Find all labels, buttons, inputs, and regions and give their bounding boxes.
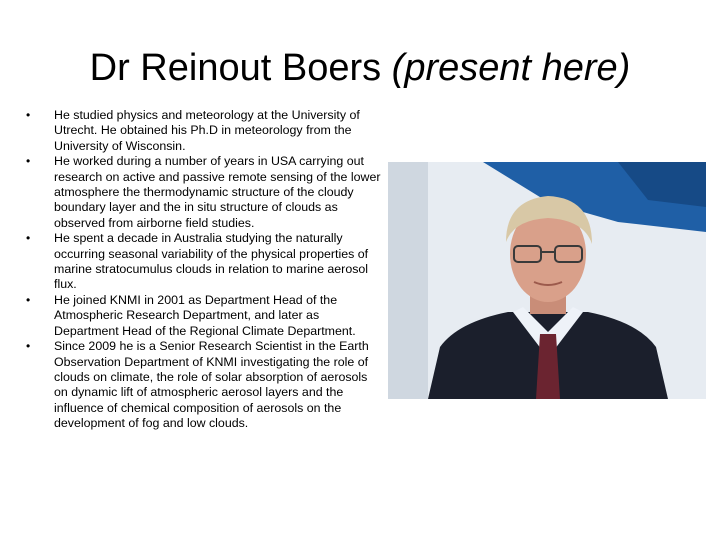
bullet-list (26, 108, 381, 432)
bullet-item (26, 293, 381, 339)
bullet-text: He worked during a number of years in USA carrying out research on active and passive remote sensing of the lower atmosphere the thermodynamic structure of the cloudy boundary layer and the in situ structure of clouds as observed from airborne field studies. (54, 154, 381, 230)
photo-left-wall (388, 162, 428, 399)
bullet-marker: • (26, 231, 31, 246)
portrait-illustration (388, 162, 706, 399)
portrait-photo (388, 162, 706, 399)
bullet-text: He studied physics and meteorology at the University of Utrecht. He obtained his Ph.D in meteorology from the University of Wisconsin. (54, 108, 360, 153)
bullet-item (26, 231, 381, 293)
bullet-text: Since 2009 he is a Senior Research Scientist in the Earth Observation Department of KNMI investigating the role of clouds on climate, the role of solar absorption of aerosols on dynamic lift of atmospheric aerosol layers and the influence of chemical composition of aerosols on the development of fog and low clouds. (54, 339, 369, 431)
slide-title (0, 44, 720, 92)
bullet-marker: • (26, 292, 31, 307)
title-name: Dr Reinout Boers (89, 47, 392, 89)
bullet-marker: • (26, 339, 31, 354)
bullet-text: He joined KNMI in 2001 as Department Head of the Atmospheric Research Department, and later as Department Head of the Regional Climate Department. (54, 292, 356, 338)
bullet-marker: • (26, 108, 31, 122)
bullet-item (26, 154, 381, 231)
bullet-item (26, 108, 381, 154)
photo-tie (536, 334, 560, 399)
bullet-item (26, 339, 381, 431)
bullet-text: He spent a decade in Australia studying the naturally occurring seasonal variability of the physical properties of marine stratocumulus clouds in relation to marine aerosol flux. (54, 231, 369, 292)
title-note: (present here) (391, 47, 631, 89)
bullet-marker: • (26, 154, 31, 169)
